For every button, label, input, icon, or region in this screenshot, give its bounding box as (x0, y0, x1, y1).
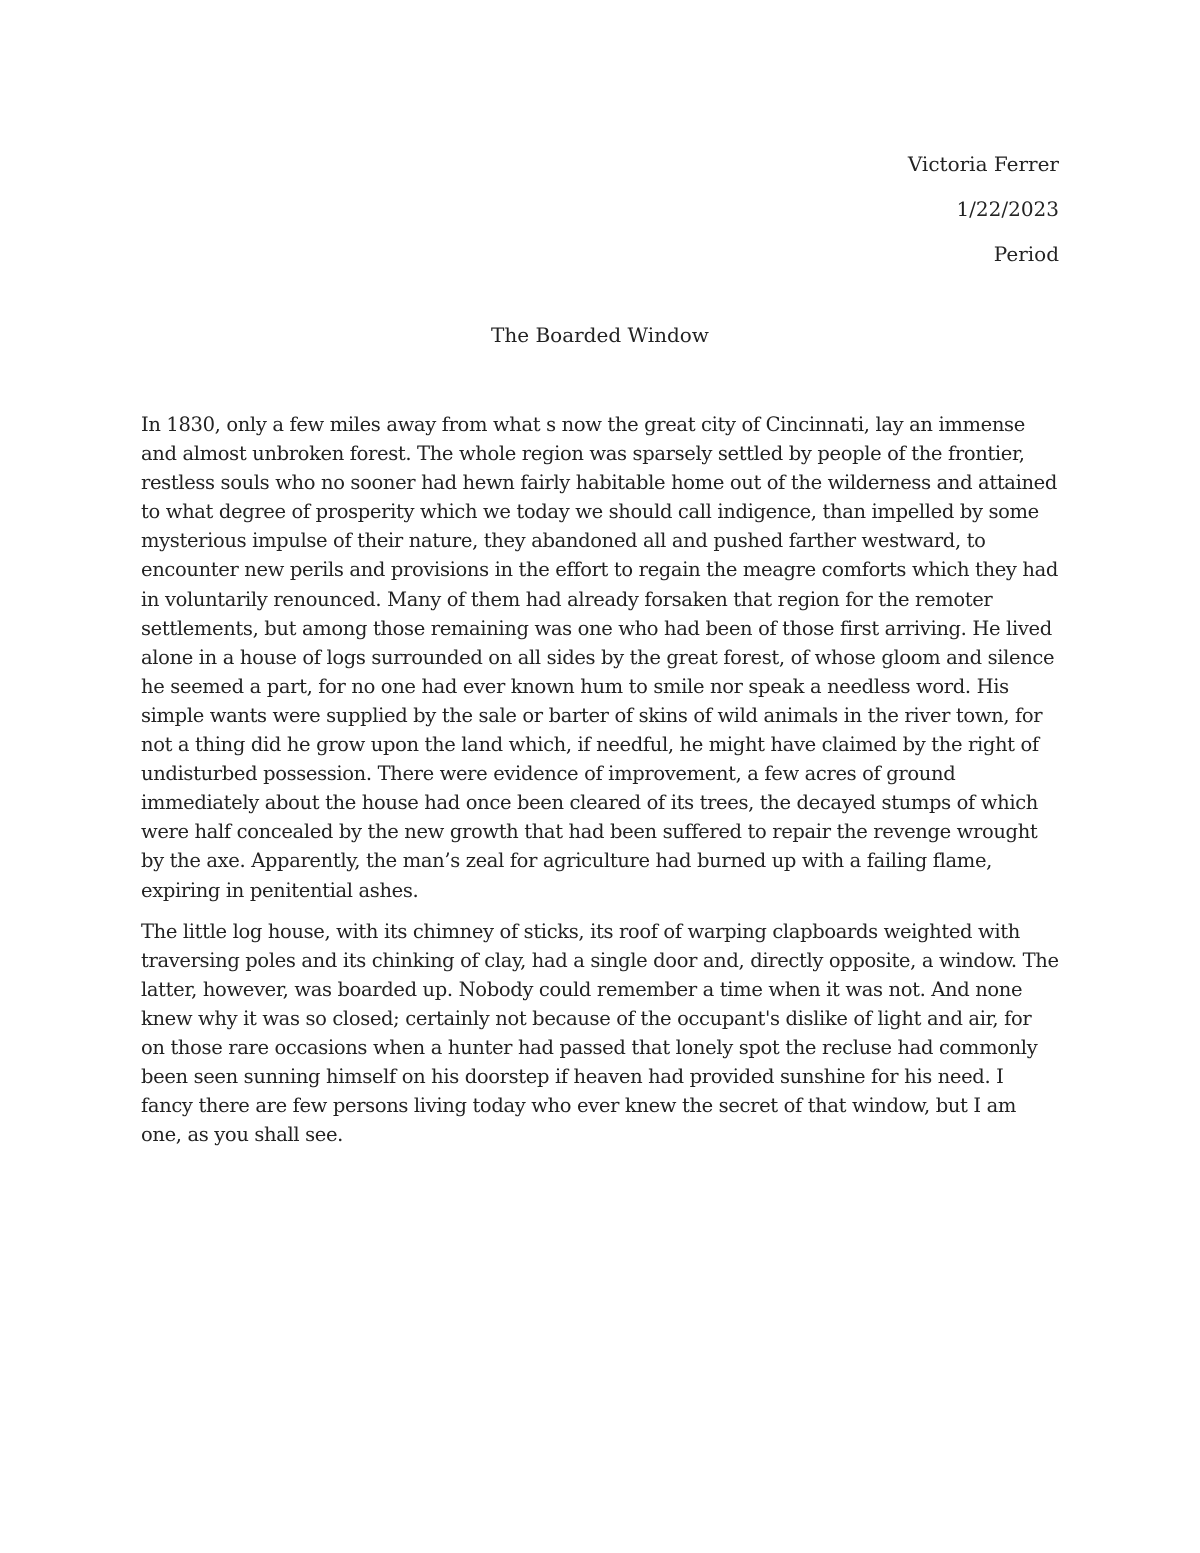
document-title: The Boarded Window (491, 323, 709, 347)
paragraph: The little log house, with its chimney of sticks, its roof of warping clapboards weighted with traversing poles and its chinking of clay, had a single door and, directly opposite, a window. The latter, however, was boarded up. Nobody could remember a time when it was not. And none knew why it was so closed; certainly not because of the occupant's dislike of light and air, for on those rare occasions when a hunter had passed that lonely spot the recluse had commonly been seen sunning himself on his doorstep if heaven had provided sunshine for his need. I fancy there are few persons living today who ever knew the secret of that window, but I am one, as you shall see. (141, 919, 1059, 1147)
paragraph: In 1830, only a few miles away from what s now the great city of Cincinnati, lay an immense and almost unbroken forest. The whole region was sparsely settled by people of the frontier, restless souls who no sooner had hewn fairly habitable home out of the wilderness and attained to what degree of prosperity which we today we should call indigence, than impelled by some mysterious impulse of their nature, they abandoned all and pushed farther westward, to encounter new perils and provisions in the effort to regain the meagre comforts which they had in voluntarily renounced. Many of them had already forsaken that region for the remoter settlements, but among those remaining was one who had been of those first arriving. He lived alone in a house of logs surrounded on all sides by the great forest, of whose gloom and silence he seemed a part, for no one had ever known hum to smile nor speak a needless word. His simple wants were supplied by the sale or barter of skins of wild animals in the river town, for not a thing did he grow upon the land which, if needful, he might have claimed by the right of undisturbed possession. There were evidence of improvement, a few acres of ground immediately about the house had once been cleared of its trees, the decayed stumps of which were half concealed by the new growth that had been suffered to repair the revenge wrought by the axe. Apparently, the man’s zeal for agriculture had burned up with a failing flame, expiring in penitential ashes. (141, 413, 1059, 902)
class-period: Period (993, 242, 1059, 266)
document-body (141, 410, 1059, 1149)
author-name: Victoria Ferrer (907, 152, 1059, 176)
author-header (908, 142, 1059, 277)
document-date: 1/22/2023 (956, 197, 1059, 221)
